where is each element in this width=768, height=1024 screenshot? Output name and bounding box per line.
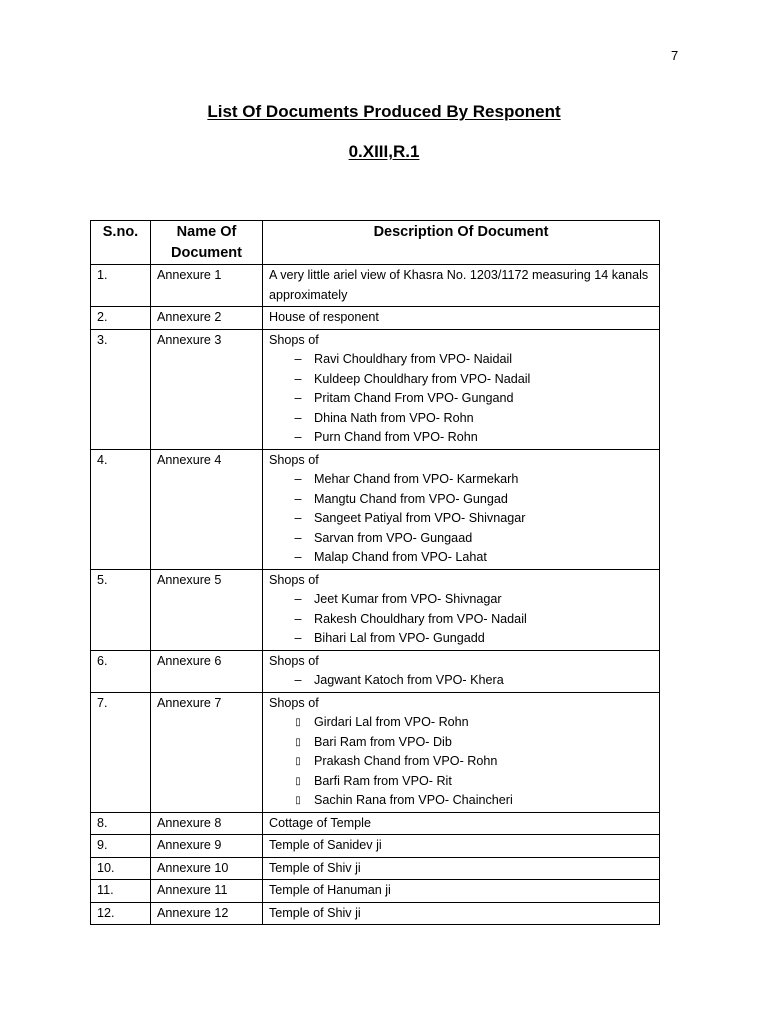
list-item-text: Sachin Rana from VPO- Chaincheri <box>314 793 513 807</box>
dash-bullet-icon: – <box>294 511 302 525</box>
row-description-cell <box>263 692 660 812</box>
table-row <box>91 880 660 903</box>
dash-bullet-icon: – <box>294 631 302 645</box>
table-header-row <box>91 221 660 265</box>
row-document-name: Annexure 10 <box>151 857 263 880</box>
row-sno: 1. <box>91 265 151 307</box>
dash-bullet-icon: – <box>294 430 302 444</box>
row-sno: 8. <box>91 812 151 835</box>
list-item <box>269 772 653 792</box>
shops-list <box>269 470 653 568</box>
table-row <box>91 857 660 880</box>
header-name: Name Of Document <box>151 221 263 265</box>
row-sno: 5. <box>91 569 151 650</box>
row-document-name: Annexure 5 <box>151 569 263 650</box>
documents-table <box>90 220 660 925</box>
row-description: A very little ariel view of Khasra No. 1203/1172 measuring 14 kanals approximately <box>269 268 649 302</box>
row-description: House of responent <box>269 310 379 324</box>
row-sno: 9. <box>91 835 151 858</box>
dash-bullet-icon: – <box>294 410 302 425</box>
row-description: Temple of Sanidev ji <box>269 838 382 852</box>
list-item-text: Dhina Nath from VPO- Rohn <box>314 410 474 425</box>
list-item-text: Girdari Lal from VPO- Rohn <box>314 715 469 729</box>
row-description-cell <box>263 569 660 650</box>
dash-bullet-icon: – <box>294 391 302 405</box>
list-item <box>269 470 653 490</box>
header-sno: S.no. <box>91 221 151 265</box>
row-description: Temple of Shiv ji <box>269 905 361 920</box>
row-description: Shops of <box>269 332 319 347</box>
row-description-cell <box>263 812 660 835</box>
dash-bullet-icon: – <box>294 371 302 386</box>
row-document-name: Annexure 6 <box>151 650 263 692</box>
list-item <box>269 529 653 549</box>
row-description-cell <box>263 265 660 307</box>
shops-list <box>269 671 653 691</box>
row-sno: 3. <box>91 329 151 449</box>
list-item-text: Kuldeep Chouldhary from VPO- Nadail <box>314 371 531 386</box>
missing-glyph-bullet-icon: ▯ <box>295 775 301 787</box>
row-sno: 7. <box>91 692 151 812</box>
row-description: Shops of <box>269 452 319 467</box>
row-description-cell <box>263 880 660 903</box>
list-item <box>269 389 653 409</box>
row-document-name: Annexure 9 <box>151 835 263 858</box>
dash-bullet-icon: – <box>294 592 302 606</box>
row-description-cell <box>263 329 660 449</box>
table-row <box>91 449 660 569</box>
list-item <box>269 629 653 649</box>
row-sno: 4. <box>91 449 151 569</box>
list-item <box>269 791 653 811</box>
list-item <box>269 590 653 610</box>
list-item-text: Jagwant Katoch from VPO- Khera <box>314 673 504 687</box>
row-sno: 11. <box>91 880 151 903</box>
list-item <box>269 548 653 568</box>
missing-glyph-bullet-icon: ▯ <box>295 717 301 728</box>
row-description: Cottage of Temple <box>269 815 371 830</box>
row-document-name: Annexure 1 <box>151 265 263 307</box>
list-item <box>269 370 653 390</box>
row-description-cell <box>263 835 660 858</box>
table-row <box>91 902 660 925</box>
list-item-text: Prakash Chand from VPO- Rohn <box>314 754 498 768</box>
row-sno: 6. <box>91 650 151 692</box>
row-document-name: Annexure 7 <box>151 692 263 812</box>
list-item-text: Barfi Ram from VPO- Rit <box>314 773 452 788</box>
table-row <box>91 692 660 812</box>
dash-bullet-icon: – <box>294 530 302 545</box>
table-row <box>91 307 660 330</box>
list-item-text: Bihari Lal from VPO- Gungadd <box>314 631 485 645</box>
list-item-text: Sarvan from VPO- Gungaad <box>314 530 473 545</box>
table-row <box>91 812 660 835</box>
row-description-cell <box>263 650 660 692</box>
list-item-text: Mehar Chand from VPO- Karmekarh <box>314 472 519 486</box>
table-row <box>91 329 660 449</box>
list-item <box>269 350 653 370</box>
list-item <box>269 610 653 630</box>
list-item-text: Sangeet Patiyal from VPO- Shivnagar <box>314 511 526 525</box>
missing-glyph-bullet-icon: ▯ <box>295 736 301 748</box>
dash-bullet-icon: – <box>294 550 302 564</box>
row-description-cell <box>263 902 660 925</box>
list-item-text: Bari Ram from VPO- Dib <box>314 734 452 749</box>
row-document-name: Annexure 8 <box>151 812 263 835</box>
list-item <box>269 428 653 448</box>
row-sno: 12. <box>91 902 151 925</box>
row-document-name: Annexure 4 <box>151 449 263 569</box>
shops-list <box>269 713 653 811</box>
row-document-name: Annexure 3 <box>151 329 263 449</box>
row-document-name: Annexure 12 <box>151 902 263 925</box>
dash-bullet-icon: – <box>294 611 302 626</box>
page-subtitle: 0.XIII,R.1 <box>348 142 420 161</box>
list-item <box>269 752 653 772</box>
row-description: Shops of <box>269 653 319 668</box>
row-description: Shops of <box>269 695 319 710</box>
missing-glyph-bullet-icon: ▯ <box>295 795 301 806</box>
list-item <box>269 509 653 529</box>
list-item <box>269 733 653 753</box>
table-row <box>91 265 660 307</box>
list-item <box>269 409 653 429</box>
table-row <box>91 835 660 858</box>
row-description: Temple of Shiv ji <box>269 860 361 875</box>
list-item-text: Malap Chand from VPO- Lahat <box>314 550 487 564</box>
row-sno: 10. <box>91 857 151 880</box>
dash-bullet-icon: – <box>294 472 302 486</box>
list-item <box>269 713 653 733</box>
dash-bullet-icon: – <box>294 491 302 506</box>
row-sno: 2. <box>91 307 151 330</box>
row-document-name: Annexure 11 <box>151 880 263 903</box>
list-item-text: Jeet Kumar from VPO- Shivnagar <box>314 592 502 606</box>
dash-bullet-icon: – <box>294 673 302 687</box>
page-number: 7 <box>671 48 679 63</box>
list-item-text: Purn Chand from VPO- Rohn <box>314 430 478 444</box>
row-description-cell <box>263 307 660 330</box>
list-item <box>269 671 653 691</box>
header-description: Description Of Document <box>263 221 660 265</box>
list-item-text: Rakesh Chouldhary from VPO- Nadail <box>314 611 527 626</box>
row-document-name: Annexure 2 <box>151 307 263 330</box>
list-item <box>269 490 653 510</box>
page-title: List Of Documents Produced By Responent <box>207 102 561 121</box>
row-description-cell <box>263 857 660 880</box>
row-description-cell <box>263 449 660 569</box>
missing-glyph-bullet-icon: ▯ <box>295 756 301 767</box>
row-description: Shops of <box>269 572 319 587</box>
shops-list <box>269 350 653 448</box>
table-row <box>91 569 660 650</box>
list-item-text: Mangtu Chand from VPO- Gungad <box>314 491 508 506</box>
row-description: Temple of Hanuman ji <box>269 883 391 897</box>
list-item-text: Pritam Chand From VPO- Gungand <box>314 391 514 405</box>
shops-list <box>269 590 653 649</box>
list-item-text: Ravi Chouldhary from VPO- Naidail <box>314 352 513 366</box>
table-row <box>91 650 660 692</box>
dash-bullet-icon: – <box>294 352 302 366</box>
